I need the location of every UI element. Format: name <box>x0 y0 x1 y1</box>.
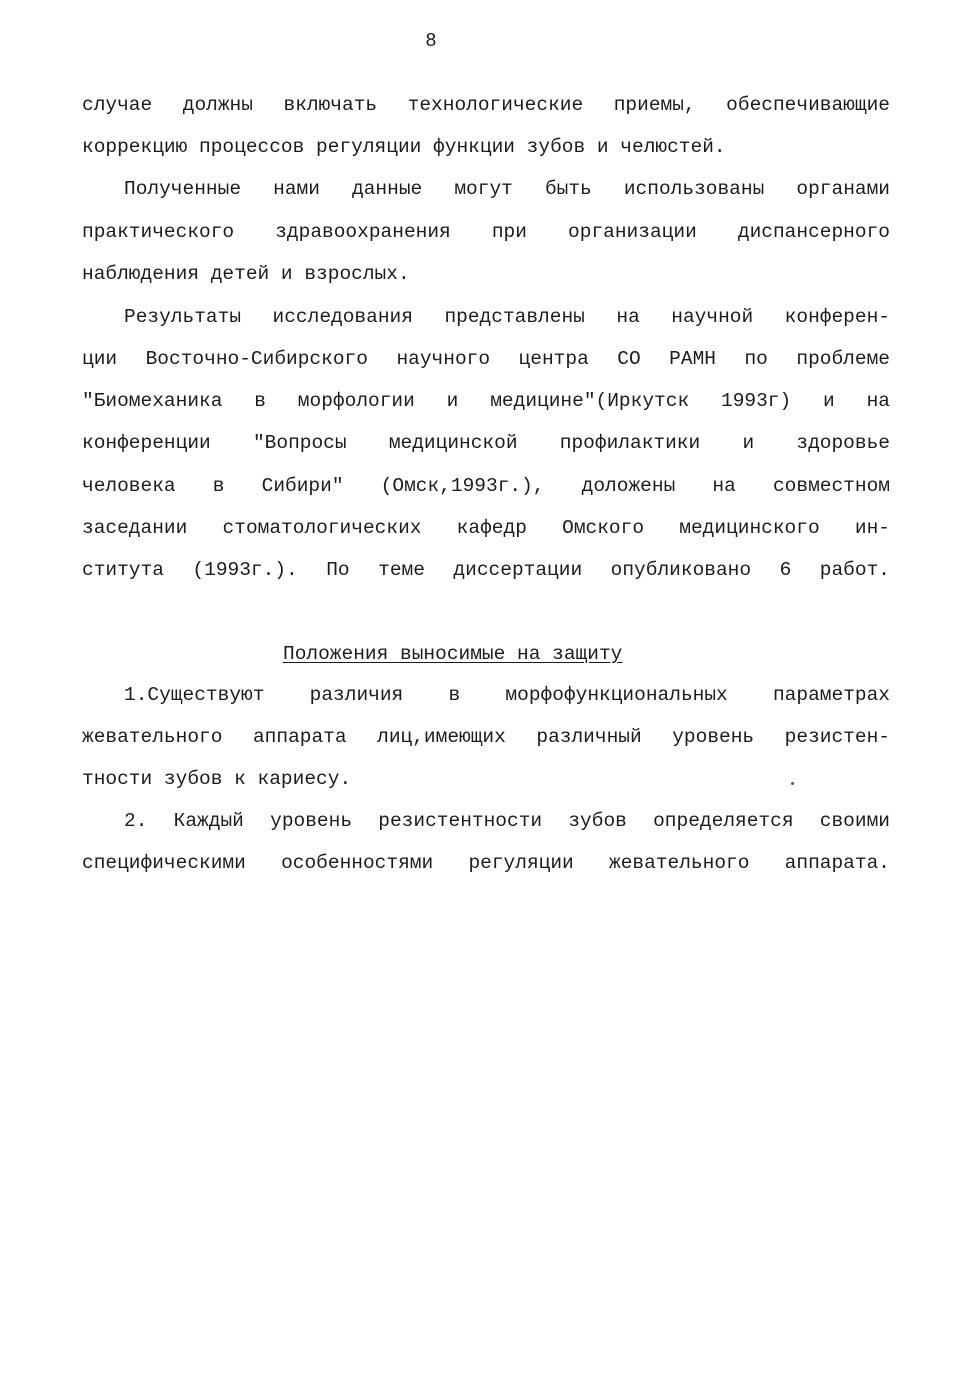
text-line: Полученные нами данные могут быть использованы органами <box>124 178 890 200</box>
text-line: специфическими особенностями регуляции жевательного аппарата. <box>82 852 890 874</box>
section-heading: Положения выносимые на защиту <box>283 643 623 665</box>
text-line: ции Восточно-Сибирского научного центра СО РАМН по проблеме <box>82 348 890 370</box>
text-line: 1.Существуют различия в морфофункциональных параметрах <box>124 684 890 706</box>
text-line: "Биомеханика в морфологии и медицине"(Иркутск 1993г) и на <box>82 390 890 412</box>
text-line: наблюдения детей и взрослых. <box>82 263 410 285</box>
scan-speck <box>791 782 794 785</box>
text-line: человека в Сибири" (Омск,1993г.), доложены на совместном <box>82 475 890 497</box>
text-line: конференции "Вопросы медицинской профилактики и здоровье <box>82 432 890 454</box>
text-line: ститута (1993г.). По теме диссертации опубликовано 6 работ. <box>82 559 890 581</box>
text-line: тности зубов к кариесу. <box>82 768 352 790</box>
page-number: 8 <box>425 30 437 52</box>
text-line: жевательного аппарата лиц,имеющих различный уровень резистен- <box>82 726 890 748</box>
text-line: заседании стоматологических кафедр Омского медицинского ин- <box>82 517 890 539</box>
text-line: коррекцию процессов регуляции функции зубов и челюстей. <box>82 136 726 158</box>
text-line: 2. Каждый уровень резистентности зубов определяется своими <box>124 810 890 832</box>
text-line: случае должны включать технологические приемы, обеспечивающие <box>82 94 890 116</box>
text-line: практического здравоохранения при организации диспансерного <box>82 221 890 243</box>
text-line: Результаты исследования представлены на научной конферен- <box>124 306 890 328</box>
